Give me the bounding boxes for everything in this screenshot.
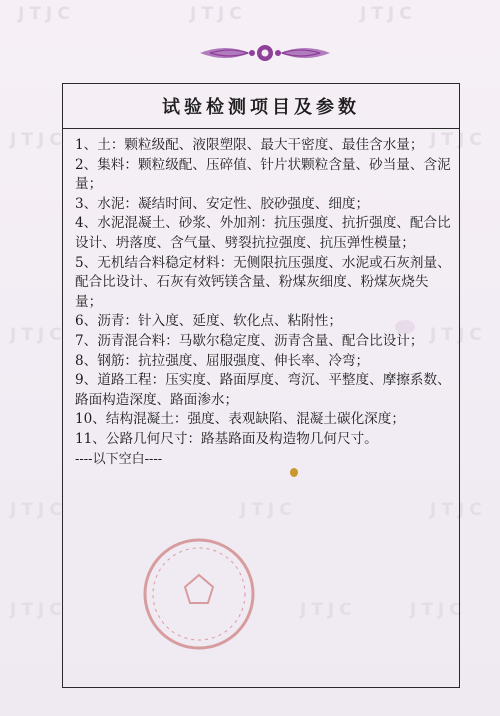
watermark-text: JTJC <box>410 600 467 620</box>
list-item: 1、土：颗粒级配、液限塑限、最大干密度、最佳含水量； <box>75 137 424 153</box>
watermark-text: JTJC <box>10 600 67 620</box>
watermark-text: JTJC <box>10 500 67 520</box>
seal-stamp-icon <box>140 535 258 653</box>
content-frame <box>62 83 460 688</box>
watermark-text: JTJC <box>430 500 487 520</box>
list-item: 6、沥青：针入度、延度、软化点、粘附性； <box>75 313 342 330</box>
list-item: 3、水泥：凝结时间、安定性、胶砂强度、细度； <box>75 195 370 212</box>
watermark-text: JTJC <box>430 325 487 345</box>
ink-spot <box>290 468 298 477</box>
list-item: 10、结构混凝土：强度、表观缺陷、混凝土碳化深度； <box>75 411 405 428</box>
list-item: 4、水泥混凝土、砂浆、外加剂：抗压强度、抗折强度、配合比设计、坍落度、含气量、劈裂抗拉强度、抗压弹性模量； <box>75 215 451 251</box>
paper-smudge <box>395 320 415 334</box>
watermark-text: JTJC <box>10 325 67 345</box>
blank-below-marker: ----以下空白---- <box>75 451 163 467</box>
list-item: 2、集料：颗粒级配、压碎值、针片状颗粒含量、砂当量、含泥量； <box>75 156 451 193</box>
watermark-text: JTJC <box>360 4 417 24</box>
list-item: 8、钢筋：抗拉强度、屈服强度、伸长率、冷弯； <box>75 352 370 369</box>
watermark-text: JTJC <box>190 4 247 24</box>
title-row <box>63 84 459 129</box>
watermark-text: JTJC <box>430 130 487 150</box>
list-item: 9、道路工程：压实度、路面厚度、弯沉、平整度、摩擦系数、路面构造深度、路面渗水； <box>75 372 451 408</box>
watermark-text: JTJC <box>18 4 75 24</box>
document-title: 试验检测项目及参数 <box>162 97 360 118</box>
list-item: 7、沥青混合料：马歇尔稳定度、沥青含量、配合比设计； <box>75 332 424 349</box>
watermark-text: JTJC <box>240 500 297 520</box>
watermark-text: JTJC <box>300 600 357 620</box>
ornament-icon <box>190 38 340 68</box>
list-item: 5、无机结合料稳定材料：无侧限抗压强度、水泥或石灰剂量、配合比设计、石灰有效钙镁含量、粉煤灰细度、粉煤灰烧失量； <box>75 254 451 310</box>
parameter-list <box>75 136 455 469</box>
watermark-text: JTJC <box>10 130 67 150</box>
list-item: 11、公路几何尺寸：路基路面及构造物几何尺寸。 <box>75 430 378 447</box>
